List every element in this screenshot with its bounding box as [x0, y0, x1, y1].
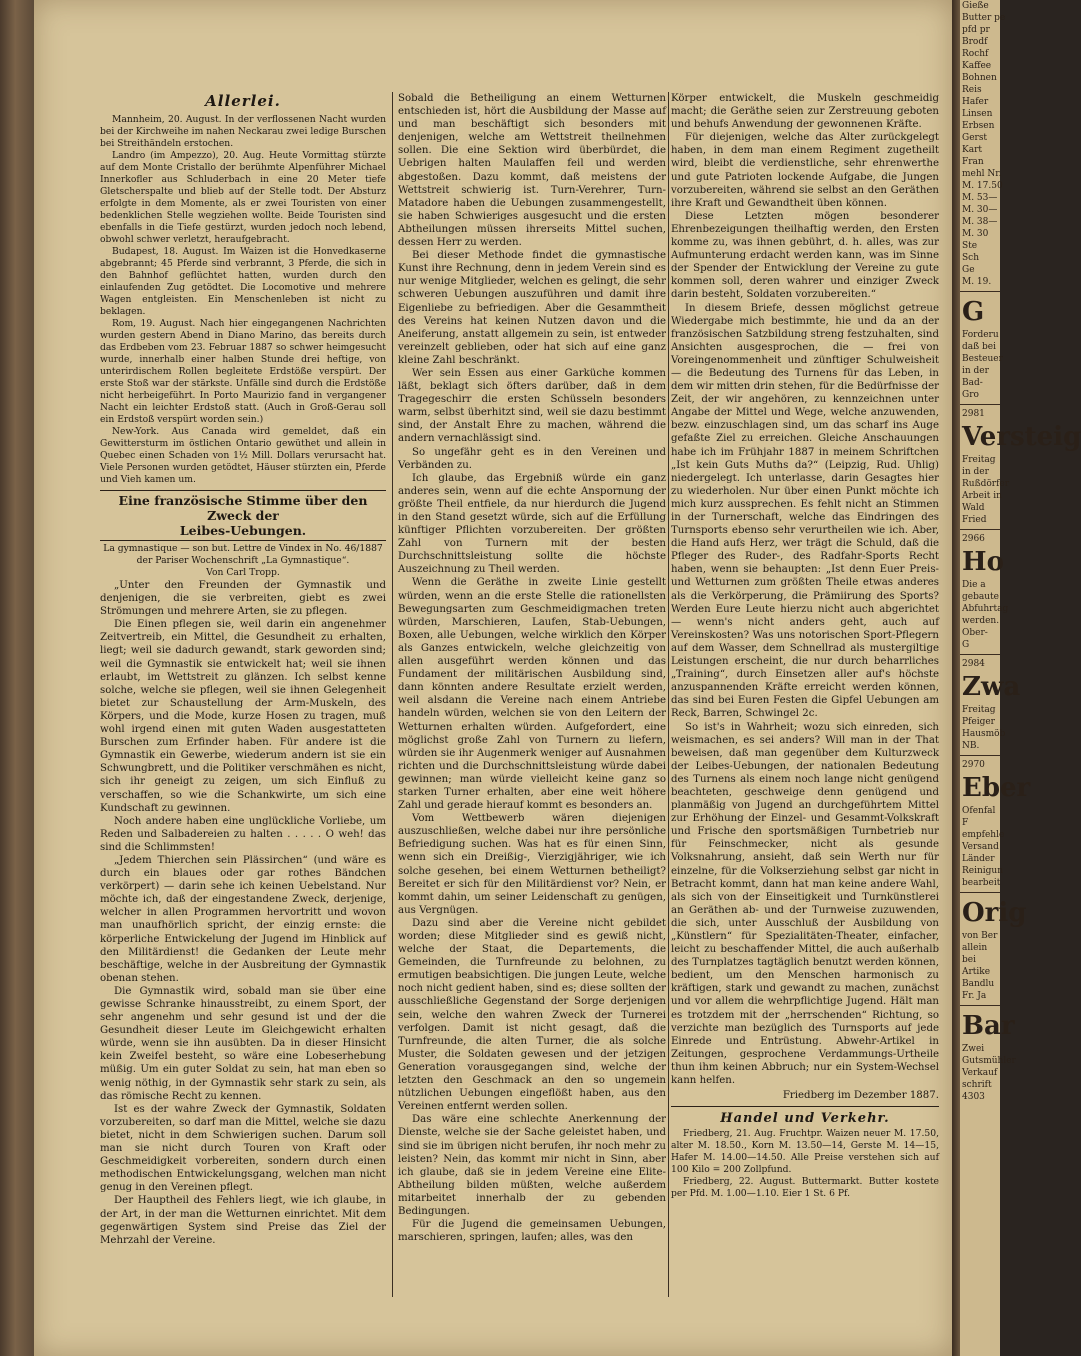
- article-paragraph: Wer sein Essen aus einer Garküche kommen läßt, beklagt sich öfters darüber, daß in dem Tragegeschirr die ersten Schüsseln besonders warm, selbst überhitzt sind, weil sie dazu bestimmt sind, der Anstalt Ehre zu machen, während die andern vernachlässigt sind.: [398, 367, 666, 445]
- adjacent-fragment: M. 38—: [962, 217, 998, 227]
- notice-heading: Versteig: [962, 422, 1081, 452]
- notice-line: schrift: [962, 1080, 992, 1090]
- article-paragraph: Wenn die Geräthe in zweite Linie gestellt würden, wenn an die erste Stelle die rationellsten Bewegungsarten zum Geschmeidigmachen treten würden, Marschieren, Laufen, Stab-Uebungen, Boxen, alle Uebungen, welche wirklich den Körper als Ganzes entwickeln, welche gleichzeitig von allen ausgeführt werden können und das Fundament der militärischen Ausbildung sind, dann könnten andere Resultate erzielt werden, weil alsdann die Vereine nach einem Antriebe handeln würden, welchen sie von den Leitern der Wetturnen erhalten würden. Aufgefordert, eine möglichst große Zahl von Turnern zu liefern, würden sie ihr Augenmerk weniger auf Ausnahmen richten und die Durchschnittsleistung würde dabei gewinnen; man würde vielleicht keine ganz so starken Turner erhalten, aber eine weit höhere Zahl und gerade hierauf kommt es besonders an.: [398, 577, 666, 812]
- article-paragraph: Die Gymnastik wird, sobald man sie über eine gewisse Schranke hinausstreibt, zu einem Sport, der sehr angenehm und sehr gesund ist und der die Gesundheit dieser Leute im Gleichgewicht erhalten würde, wenn sie ihn ausübten. Da in dieser Hinsicht kein Zweifel besteht, so wäre eine Lobeserhebung müßig. Um ein guter Soldat zu sein, hat man eben so wenig nöthig, in der Gymnastik sehr stark zu sein, als das römische Recht zu kennen.: [100, 985, 386, 1102]
- notice-line: Freitag: [962, 455, 996, 465]
- trade-item: Friedberg, 22. August. Buttermarkt. Butter kostete per Pfd. M. 1.00—1.10. Eier 1 St. 6 Pf.: [671, 1176, 939, 1200]
- notice-line: Bandlu: [962, 979, 995, 989]
- news-item: Landro (im Ampezzo), 20. Aug. Heute Vormittag stürzte auf dem Monte Cristallo der berühmte Alpenführer Michael Innerkofler aus Schluderbach in eine 20 Meter tiefe Gletscherspalte und blieb auf der Stelle todt. Der Absturz erfolgte in dem Momente, als er zwei Touristen von einer bedenklichen Stelle wegziehen wollte. Beide Touristen sind ebenfalls in die Tiefe gestürzt, wurden jedoch noch lebend, obwohl schwer verletzt, heraufgebracht.: [100, 150, 386, 245]
- news-item: Budapest, 18. August. Im Waizen ist die Honvedkaserne abgebrannt; 45 Pferde sind verbrannt, 3 Pferde, die sich in den Bahnhof geflüchtet hatten, wurden durch den einlaufenden Zug getödtet. Die Locomotive und mehrere Wagen entgleisten. Ein Menschenleben ist nicht zu beklagen.: [100, 246, 386, 317]
- adjacent-fragment: mehl Nr.: [962, 169, 1002, 179]
- adjacent-fragment: Kart: [962, 145, 983, 155]
- column-divider: [668, 92, 669, 1297]
- notice-number: 2981: [962, 409, 985, 419]
- article-paragraph: Vom Wettbewerb wären diejenigen auszuschließen, welche dabei nur ihre persönliche Befriedigung suchen. Was hat es für einen Sinn, wenn sich ein Dreißig-, Vierzigjähriger, wie ich solche gesehen, bei einem Wetturnen betheiligt? Bereitet er sich für den Militärdienst vor? Nein, er kommt dahin, um seiner Leidenschaft zu genügen, aus Vergnügen.: [398, 813, 666, 916]
- notice-line: Besteuer: [962, 354, 1003, 364]
- notice-heading: Zwa: [962, 672, 1021, 702]
- adjacent-fragment: Reis: [962, 85, 982, 95]
- trade-item: Friedberg, 21. Aug. Fruchtpr. Waizen neuer M. 17.50, alter M. 18.50., Korn M. 13.50—14, Gerste M. 14—15, Hafer M. 14.00—14.50. Alle Preise verstehen sich auf 100 Kilo = 200 Zollpfund.: [671, 1128, 939, 1176]
- adjacent-fragment: Rochf: [962, 49, 989, 59]
- adjacent-page-edge: [960, 0, 1081, 1356]
- notice-line: von Ber: [962, 931, 998, 941]
- notice-line: bei: [962, 955, 976, 965]
- article-title: [100, 490, 386, 541]
- page-gutter: [952, 0, 960, 1356]
- notice-line: Pfeiger: [962, 717, 995, 727]
- adjacent-fragment: pfd pr: [962, 25, 990, 35]
- notice-line: Ofenfal: [962, 806, 996, 816]
- notice-line: Forderu: [962, 330, 999, 340]
- adjacent-fragment: M. 53—: [962, 193, 998, 203]
- notice-line: werden.: [962, 616, 1000, 626]
- notice-line: in der: [962, 366, 989, 376]
- adjacent-page-fragments: [960, 0, 1006, 288]
- adjacent-fragment: Hafer: [962, 97, 989, 107]
- adjacent-fragment: Kaffee: [962, 61, 992, 71]
- adjacent-page-notices: [960, 291, 1081, 1103]
- notice-number: 2970: [962, 760, 985, 770]
- notice-line: Rußdörfer: [962, 479, 1010, 489]
- adjacent-fragment: Linsen: [962, 109, 993, 119]
- article-paragraph: Das wäre eine schlechte Anerkennung der Dienste, welche sie der Sache geleistet haben, und sind sie im übrigen nicht berufen, ihr noch mehr zu leisten? Nein, das kommt mir nicht in Sinn, aber ich glaube, daß sie in jedem Vereine eine Elite-Abtheilung bilden müßten, welche außerdem mitarbeitet innerhalb der zu gebenden Bedingungen.: [398, 1114, 666, 1217]
- notice-line: Gutsmühler: [962, 1056, 1016, 1066]
- article-paragraph: Noch andere haben eine unglückliche Vorliebe, um Reden und Salbadereien zu halten . . . . . O weh! das sind die Schlimmsten!: [100, 815, 386, 853]
- article-paragraph: Sobald die Betheiligung an einem Wetturnen entschieden ist, hört die Ausbildung der Masse auf und man beschäftigt sich besonders mit denjenigen, welche am Wettstreit theilnehmen sollen. Die eine Sektion wird überbürdet, die Uebrigen halten Maulaffen feil und werden abgestoßen. Dazu kommt, daß meistens der Wettstreit schwierig ist. Turn-Verehrer, Turn-Matadore haben die Uebungen zusammengestellt, sie haben Schwieriges ausgesucht und die ersten Abtheilungen müssen ihrerseits Mittel suchen, dessen Herr zu werden.: [398, 93, 666, 249]
- notice-line: Versand: [962, 842, 999, 852]
- adjacent-fragment: M. 30—: [962, 205, 998, 215]
- column-1: [100, 92, 386, 1297]
- notice-line: NB.: [962, 741, 980, 751]
- notice-rule: [960, 404, 1000, 405]
- notice-line: Fried: [962, 515, 987, 525]
- notice-number: 2984: [962, 659, 985, 669]
- article-title-line2: Leibes-Uebungen.: [179, 523, 307, 538]
- article-paragraph: Für diejenigen, welche das Alter zurückgelegt haben, in dem man einem Regiment zugetheilt wird, bleibt die verdienstliche, sehr ehrenwerthe und gute Patrioten lockende Aufgabe, die Jungen vorzubereiten, während sie selbst an den Geräthen ihre Kraft und Gewandtheit üben können.: [671, 132, 939, 209]
- adjacent-fragment: Butter pe: [962, 13, 1006, 23]
- article-paragraph: „Unter den Freunden der Gymnastik und denjenigen, die sie verbreiten, giebt es zwei Strömungen und mehrere Arten, sie zu pflegen.: [100, 580, 386, 618]
- notice-line: empfehle: [962, 830, 1005, 840]
- article-paragraph: In diesem Briefe, dessen möglichst getreue Wiedergabe mich bestimmte, hie und da an der französischen Satzbildung streng festzuhalten, sind Ansichten ausgesprochen, die — frei von Voreingenommenheit und zünftiger Schulweisheit — die Bedeutung des Turnens für das Leben, in dem wir mitten drin stehen, für die Bedürfnisse der Zeit, der wir angehören, zu kennzeichnen unter Angabe der Mittel und Wege, welche anzuwenden, bezw. einzuschlagen sind, um das scharf ins Auge gefaßte Ziel zu erreichen. Gleiche Anschauungen habe ich im Frühjahr 1887 in meinem Schriftchen „Ist kein Guts Muths da?“ (Leipzig, Rud. Uhlig) niedergelegt. Ich unterlasse, darin Gesagtes hier zu wiederholen. Nur über einen Punkt möchte ich mich kurz aussprechen. Es fehlt nicht an Stimmen in der Turnerschaft, welche das Eindringen des Turnsports ebenso sehr verurtheilen wie ich. Aber, die Hand aufs Herz, wer trägt die Schuld, daß die Pfleger des Ruder-, des Radfahr-Sports Recht haben, wenn sie behaupten: „Ist denn Euer Preis- und Wetturnen zum größten Theile etwas anderes als die Verkörperung, die Prämiirung des Sports? Werden Eure Leute hierzu nicht auch abgerichtet — wenn's nicht anders geht, auch auf Vereinskosten? Was uns notorischen Sport-Pflegern auf dem Wasser, dem Schnellrad als mustergiltige Leistungen erscheint, die nur durch beharrliches „Training“, durch Einsetzen aller auf's höchste anzuspannenden Kräfte erreicht werden können, das sind bei Euren Festen die Gipfel Uebungen am Reck, Barren, Schwingel 2c.: [671, 302, 939, 720]
- notice-line: Verkauf: [962, 1068, 998, 1078]
- column-3: [671, 92, 939, 1297]
- notice-number: 2966: [962, 534, 985, 544]
- article-paragraph: Körper entwickelt, die Muskeln geschmeidig macht; die Geräthe seien zur Zerstreuung geboten und behufs Anwendung der gewonnenen Kräfte.: [671, 93, 939, 131]
- notice-line: G: [962, 640, 970, 650]
- article-author: Von Carl Tropp.: [206, 567, 280, 578]
- notice-line: Fr. Ja: [962, 991, 987, 1001]
- article-signoff: Friedberg im Dezember 1887.: [782, 1090, 939, 1102]
- adjacent-fragment: Fran: [962, 157, 984, 167]
- notice-line: 4303: [962, 1092, 985, 1102]
- news-item: Mannheim, 20. August. In der verflossenen Nacht wurden bei der Kirchweihe im nahen Neckarau zwei ledige Burschen bei Streithändeln erstochen.: [100, 114, 386, 149]
- column-2: [398, 92, 666, 1297]
- section-divider: [671, 1106, 939, 1107]
- adjacent-fragment: Bohnen: [962, 73, 997, 83]
- notice-line: allein: [962, 943, 988, 953]
- notice-line: Die a: [962, 580, 986, 590]
- article-paragraph: Der Hauptheil des Fehlers liegt, wie ich glaube, in der Art, in der man die Wetturnen einrichtet. Mit dem gegenwärtigen System sind Preise das Ziel der Mehrzahl der Vereine.: [100, 1195, 386, 1246]
- notice-line: Reinigun: [962, 866, 1004, 876]
- news-briefs: [100, 114, 386, 486]
- adjacent-fragment: Gerst: [962, 133, 988, 143]
- article-paragraph: So ungefähr geht es in den Vereinen und Verbänden zu.: [398, 446, 666, 471]
- notice-line: Artike: [962, 967, 991, 977]
- notice-rule: [960, 892, 1000, 893]
- article-paragraph: Die Einen pflegen sie, weil darin ein angenehmer Zeitvertreib, ein Mittel, die Gesundheit zu erhalten, liegt; weil sie dadurch gewandt, stark geworden sind; weil die Gymnastik sie entwickelt hat; weil sie ihnen erlaubt, im Wettstreit zu glänzen. Ich selbst kenne solche, welche sie pflegen, weil sie ihnen Gelegenheit bietet zur Schaustellung der Arm-Muskeln, des Körpers, und die Mode, kurze Hosen zu tragen, muß wohl irgend einen mit guten Waden ausgestatteten Burschen zum Erfinder haben. Für andere ist die Gymnastik ein Gewerbe, wiederum andern ist sie ein Schwungbrett, und die Politiker verschmähen es nicht, sich ihr geneigt zu zeigen, um sich Einfluß zu verschaffen, so wie die Schankwirte, um sich eine Kundschaft zu gewinnen.: [100, 619, 386, 814]
- notice-rule: [960, 1005, 1000, 1006]
- notice-line: Abfuhrtag: [962, 604, 1009, 614]
- notice-rule: [960, 529, 1000, 530]
- adjacent-fragment: Gieße: [962, 1, 989, 11]
- article-paragraph: Ist es der wahre Zweck der Gymnastik, Soldaten vorzubereiten, so darf man die Mittel, welche sie dazu bietet, nicht in dem Schwierigen suchen. Darum soll man sie nicht durch Touren von Kraft oder Geschmeidigkeit vorbereiten, sondern durch einen methodischen Entwickelungsgang, welchen man nicht genug in den Vereinen pflegt.: [100, 1103, 386, 1194]
- section-title-trade: Handel und Verkehr.: [720, 1111, 890, 1127]
- notice-line: bearbeit: [962, 878, 1001, 888]
- column-divider: [392, 92, 393, 1297]
- notice-line: Arbeit in: [962, 491, 1002, 501]
- news-item: Rom, 19. August. Nach hier eingegangenen Nachrichten wurden gestern Abend in Diano Marino, das bereits durch das Erdbeben vom 23. Februar 1887 so schwer heimgesucht wurde, innerhalb einer halben Stunde drei heftige, von unterirdischem Rollen begleitete Erdstöße verspürt. Der erste Stoß war der stärkste. Unfälle sind durch die Erdstöße nicht herbeigeführt. In Porto Maurizio fand in vergangener Nacht ein leichter Erdstoß statt. (Auch in Groß-Gerau soll ein Erdstoß verspürt worden sein.): [100, 318, 386, 425]
- notice-rule: [960, 755, 1000, 756]
- article-paragraph: Diese Letzten mögen besonderer Ehrenbezeigungen theilhaftig werden, den Ersten komme zu, was ihnen gebührt, d. h. alles, was zur Aufmunterung erdacht werden kann, was im Sinne der Spender der Entwicklung der Vereine zu gute kommen soll, deren wahrer und einziger Zweck darin besteht, Soldaten vorzubereiten.“: [671, 210, 939, 301]
- notice-heading: Orig: [962, 898, 1027, 928]
- article-paragraph: So ist's in Wahrheit; wozu sich einreden, sich weismachen, es sei anders? Will man in der That beweisen, daß man gegenüber dem Kulturzweck der Leibes-Uebungen, der nationalen Bedeutung des Turnens als einem noch lange nicht genügend beachteten, geschweige denn genügend und planmäßig von Jugend an durchgeführtem Mittel zur Erhöhung der Einzel- und Gesammt-Volkskraft und Frische den sportsmäßigen Turnbetrieb nur für Feinschmecker, nicht als gesunde Volksnahrung, ansieht, daß sein Werth nur für einzelne, für die Volkserziehung selbst gar nicht in Betracht kommt, dann hat man keine andere Wahl, als sich von der Einseitigkeit und Turnkünstlerei an Geräthen ab- und der Turnweise zuzuwenden, die sich, unter Ausschluß der Ausbildung von „Künstlern“ für Spezialitäten-Theater, einfacher, leicht zu beschaffender Mittel, die auch außerhalb des Turnplatzes tagtäglich benutzt werden können, bedient, um den Menschen harmonisch zu kräftigen, stark und gewandt zu machen, zunächst und vor allem die wehrpflichtige Jugend. Hält man es trotzdem mit der „herrschenden“ Richtung, so verzichte man bezüglich des Turnsports auf jede Einrede und Entrüstung. Abwehr-Artikel in Zeitungen, gesprochene Verdammungs-Urtheile thun ihm keinen Abbruch; nur ein System-Wechsel kann helfen.: [671, 721, 939, 1087]
- adjacent-fragment: Ste: [962, 241, 978, 251]
- adjacent-fragment: Erbsen: [962, 121, 995, 131]
- adjacent-fragment: M. 17.50: [962, 181, 1003, 191]
- adjacent-fragment: Sch: [962, 253, 980, 263]
- notice-line: Länder: [962, 854, 995, 864]
- notice-line: Ober-: [962, 628, 988, 638]
- notice-line: gebaute: [962, 592, 999, 602]
- adjacent-fragment: Ge: [962, 265, 975, 275]
- notice-line: Hausmöb: [962, 729, 1006, 739]
- article-paragraph: „Jedem Thierchen sein Plässirchen“ (und wäre es durch ein blaues oder gar rothes Bändchen verkörpert) — darin sehe ich keinen Uebelstand. Nur möchte ich, daß der eingestandene Zweck, derjenige, welcher in allen Programmen hervortritt und wovon man unaufhörlich spricht, der einzig ernste: die körperliche Entwickelung der Jugend im Hinblick auf den Militärdienst! die Gedanken der Leute mehr beschäftige, welche in der Ausbreitung der Gymnastik obenan stehen.: [100, 854, 386, 984]
- article-source: La gymnastique — son but. Lettre de Vindex in No. 46/1887 der Pariser Wochenschrift „La Gymnastique“.: [103, 543, 383, 566]
- article-paragraph: Bei dieser Methode findet die gymnastische Kunst ihre Rechnung, denn in jedem Verein sind es nur wenige Mitglieder, welchen es gelingt, die sehr schweren Uebungen auszuführen und damit ihre Eigenliebe zu befriedigen. Aber die Gesammtheit des Vereins hat keinen Nutzen davon und die Aneiferung, anstatt allgemein zu sein, ist entweder vereinzelt geblieben, oder hat sich auf eine ganz kleine Zahl beschränkt.: [398, 250, 666, 366]
- notice-line: Freitag: [962, 705, 996, 715]
- article-paragraph: Für die Jugend die gemeinsamen Uebungen, marschieren, springen, laufen; alles, was den: [398, 1219, 666, 1244]
- notice-line: Zwei: [962, 1044, 985, 1054]
- notice-heading: G: [962, 297, 985, 327]
- book-binding: [0, 0, 34, 1356]
- adjacent-fragment: M. 19.: [962, 277, 992, 287]
- article-paragraph: Ich glaube, das Ergebniß würde ein ganz anderes sein, wenn auf die echte Anspornung der größte Theil entfiele, da nur hierdurch die Jugend in den Stand gesetzt würde, sich auf die Erfüllung künftiger Pflichten vorzubereiten. Der größten Zahl von Turnern mit der besten Durchschnittsleistung sollte die höchste Auszeichnung zu Theil werden.: [398, 472, 666, 576]
- notice-line: daß bei: [962, 342, 996, 352]
- notice-line: Wald: [962, 503, 985, 513]
- notice-line: F: [962, 818, 969, 828]
- section-title-allerlei: Allerlei.: [205, 92, 281, 110]
- notice-line: Bad-: [962, 378, 983, 388]
- adjacent-fragment: Brodf: [962, 37, 988, 47]
- article-title-line1: Eine französische Stimme über den Zweck der: [118, 493, 368, 523]
- notice-line: Gro: [962, 390, 979, 400]
- notice-rule: [960, 291, 1000, 292]
- notice-rule: [960, 654, 1000, 655]
- adjacent-fragment: M. 30: [962, 229, 989, 239]
- article-paragraph: Dazu sind aber die Vereine nicht gebildet worden; diese Mitglieder sind es gewiß nicht, welche der Staat, die Departements, die Gemeinden, die Turnfreunde zu belohnen, zu ermutigen beabsichtigen. Die jungen Leute, welche noch nicht gedient haben, sind es; diese sollten der ausschließliche Gegenstand der Sorge derjenigen sein, welche den wahren Zweck der Turnerei verfolgen. Damit ist nicht gesagt, daß die Turnfreunde, die alten Turner, die als solche Muster, die Soldaten gewesen und der jetzigen Generation vorausgegangen sind, welche der letzten den Geschmack an den so ungemein nützlichen Uebungen eingeflößt haben, aus den Vereinen entfernt werden sollen.: [398, 917, 666, 1113]
- news-item: New-York. Aus Canada wird gemeldet, daß ein Gewittersturm im östlichen Ontario gewüthet und allein in Quebec einen Schaden von 1½ Mill. Dollars verursacht hat. Viele Personen wurden getödtet, Häuser stürzten ein, Pferde und Vieh kamen um.: [100, 426, 386, 485]
- notice-heading: Ho: [962, 547, 1004, 577]
- notice-heading: Eber: [962, 773, 1031, 803]
- notice-heading: Bar: [962, 1011, 1015, 1041]
- notice-line: in der: [962, 467, 989, 477]
